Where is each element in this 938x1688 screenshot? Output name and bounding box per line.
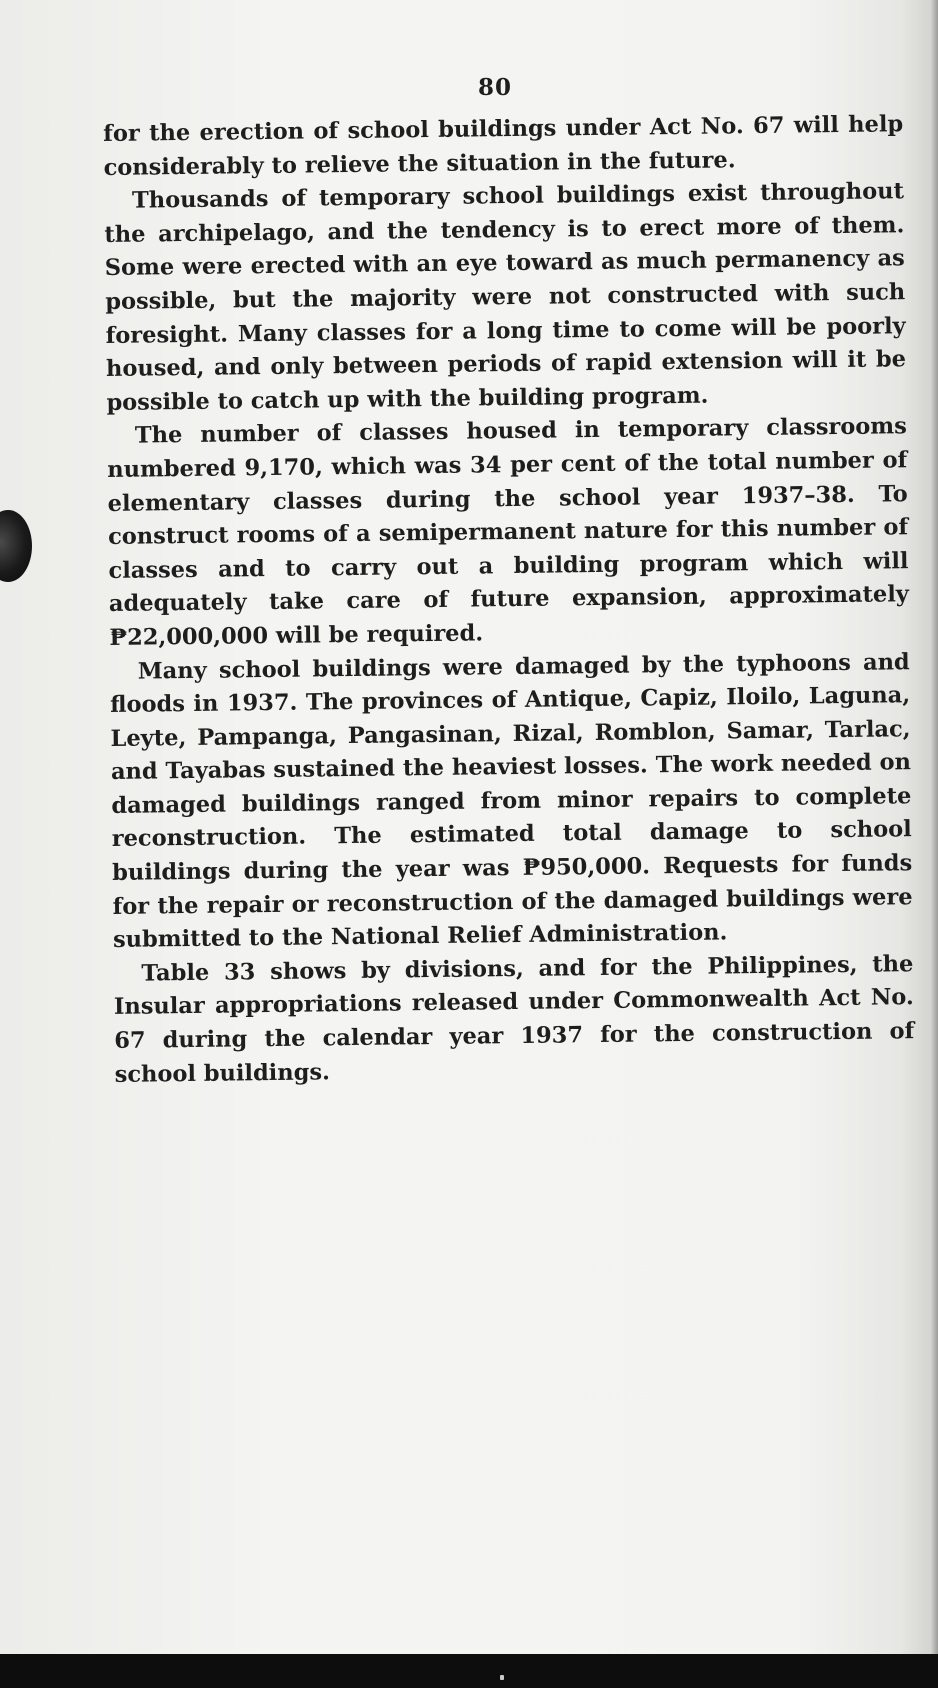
scan-artifact-dot <box>500 1675 504 1680</box>
paragraph-temporary-buildings: Thousands of temporary school buildings exist throughout the archipelago, and the tendency is to erect more of them. Some were erected with an eye toward as much permanency as possible, but the majority were not constructed with such foresight. Many classes for a long time to come will be poorly housed, and only between periods of rapid extension will it be possible to catch up with the building program. <box>104 178 907 416</box>
binding-shadow <box>0 510 32 582</box>
paragraph-temporary-classrooms: The number of classes housed in temporary classrooms numbered 9,170, which was 34 per cent of the total number of elementary classes during the school year 1937–38. To construct rooms of a semipermanent nature for this number of classes and to carry out a building program which will adequately take care of future expansion, approximately ₱22,000,000 will be required. <box>107 413 910 651</box>
page-edge-shadow <box>930 0 938 1688</box>
scan-bottom-border <box>0 1654 938 1688</box>
paragraph-table-reference: Table 33 shows by divisions, and for the Philippines, the Insular appropriations released under Commonwealth Act No. 67 during the calendar year 1937 for the construction of school buildings. <box>113 951 915 1088</box>
paragraph-continued: for the erection of school buildings under Act No. 67 will help considerably to relieve the situation in the future. <box>103 111 904 181</box>
body-text <box>103 108 915 1092</box>
paragraph-typhoon-damage: Many school buildings were damaged by the typhoons and floods in 1937. The provinces of Antique, Capiz, Iloilo, Laguna, Leyte, Pampanga, Pangasinan, Rizal, Romblon, Samar, Tarlac, and Tayabas sustained the heaviest losses. The work needed on damaged buildings ranged from minor repairs to complete reconstruction. The estimated total damage to school buildings during the year was ₱950,000. Requests for funds for the repair or reconstruction of the damaged buildings were submitted to the National Relief Administration. <box>110 648 913 954</box>
page-number: 80 <box>477 74 512 101</box>
